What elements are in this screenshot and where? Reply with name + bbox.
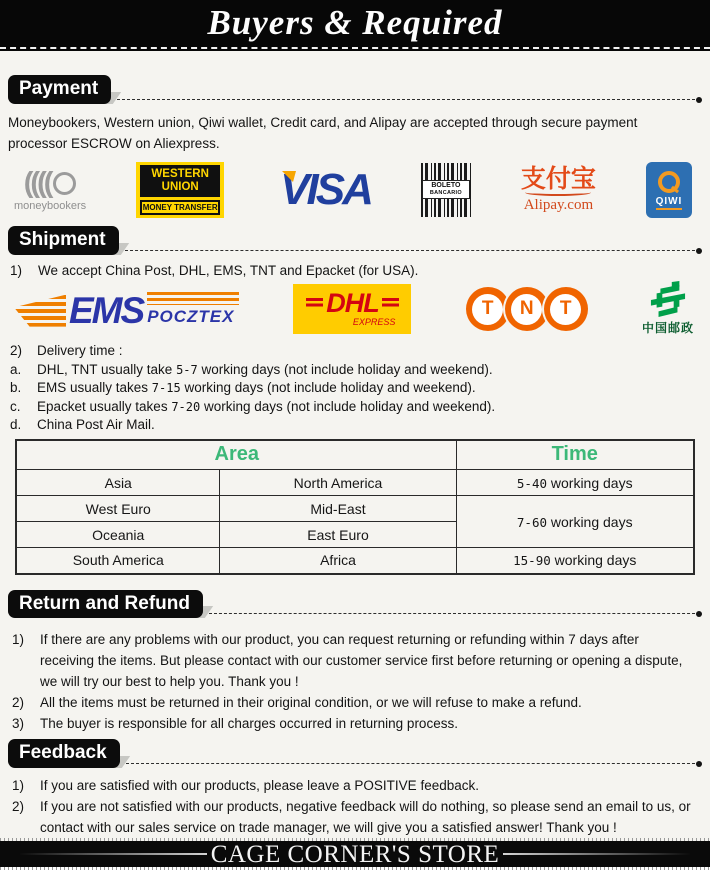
days-range: 7-60 [516, 514, 547, 530]
shipment-item-1 [10, 262, 696, 280]
shipment-label: Shipment [8, 226, 119, 255]
area-header-cell: Area [16, 440, 456, 470]
moneybookers-arcs-icon: (((( [23, 166, 51, 199]
top-banner [0, 0, 710, 51]
shipping-logos-row [14, 282, 694, 336]
china-post-emblem-icon [645, 282, 691, 318]
list-text: If you are not satisfied with our products, negative feedback will do nothing, so please send an email to us, or contact with our sales service on trade manager, we will give you a satisfied answer! Thank you ! [40, 799, 691, 836]
table-header-row [16, 440, 693, 470]
boleto-logo [421, 163, 471, 217]
delivery-item-d: d. China Post Air Mail. [10, 416, 696, 435]
return-list-item [12, 692, 696, 713]
ems-pocztex-logo [14, 290, 239, 332]
payment-label: Payment [8, 75, 111, 104]
feedback-label: Feedback [8, 739, 120, 768]
dashed-rule [209, 613, 700, 614]
alipay-logo [521, 166, 596, 214]
store-banner [0, 838, 710, 870]
dashed-rule [126, 763, 700, 764]
dashed-rule [125, 250, 700, 251]
western-union-word2: UNION [161, 181, 199, 194]
china-post-logo [642, 282, 694, 336]
shipping-time-table [15, 439, 694, 575]
table-cell: South America [16, 548, 219, 574]
shipment-section-header [8, 226, 702, 255]
qiwi-q-icon [658, 171, 680, 193]
days-range: 7-15 [151, 381, 181, 396]
alipay-swoosh-icon [525, 189, 591, 196]
store-name: CAGE CORNER'S STORE [210, 840, 500, 868]
pocztex-wordmark: POCZTEX [147, 306, 235, 326]
ems-wing-icon [14, 295, 66, 327]
ems-wordmark: EMS [69, 290, 144, 332]
table-cell: West Euro [16, 496, 219, 522]
list-text: If there are any problems with our product, you can request returning or refunding within 7 days after receiving the items. But please contact with our customer service first before returning or opening a dispute, we will try our best to help you. Thank you ! [40, 632, 683, 690]
dhl-stripes-icon [306, 298, 323, 309]
table-row [16, 470, 693, 496]
boleto-word2: BANCARIO [429, 190, 462, 197]
table-cell: Oceania [16, 522, 219, 548]
table-cell: East Euro [219, 522, 456, 548]
table-cell: 7-60 working days [457, 496, 694, 548]
feedback-list [12, 775, 696, 838]
moneybookers-ring-icon [53, 172, 76, 195]
table-row [16, 496, 693, 522]
alipay-domain-wordmark: Alipay.com [523, 197, 594, 214]
page-title: Buyers & Required [207, 2, 503, 42]
alipay-chinese-wordmark: 支付宝 [520, 164, 596, 193]
return-refund-list [12, 629, 696, 734]
payment-intro: Moneybookers, Western union, Qiwi wallet, Credit card, and Alipay are accepted through secure payment processor ESCROW on Aliexpress. [8, 114, 638, 151]
days-range: 5-7 [176, 362, 198, 377]
table-cell: Africa [219, 548, 456, 574]
tnt-logo [466, 287, 588, 331]
feedback-section-header [8, 739, 702, 768]
delivery-time-list [10, 342, 696, 435]
delivery-item-c: c. Epacket usually takes 7-20 working days (not include holiday and weekend). [10, 398, 696, 417]
feedback-list-item [12, 775, 696, 796]
return-list-item [12, 629, 696, 692]
delivery-title [10, 342, 696, 361]
moneybookers-logo [14, 166, 87, 212]
delivery-item-a: a. DHL, TNT usually take 5-7 working days (not include holiday and weekend). [10, 361, 696, 380]
dhl-wordmark: DHL [326, 288, 379, 319]
table-cell: 5-40 working days [457, 470, 694, 496]
list-marker: 2) [12, 799, 25, 815]
qiwi-logo [646, 162, 692, 218]
days-range: 5-40 [516, 475, 547, 491]
boleto-word1: BOLETO [431, 182, 461, 190]
return-refund-section-header [8, 590, 702, 619]
list-marker: c. [10, 398, 21, 414]
list-text: Delivery time : [37, 343, 123, 359]
payment-section-header [8, 75, 702, 104]
feedback-list-item [12, 796, 696, 838]
visa-logo: VISA [274, 168, 371, 212]
list-marker: 2) [10, 343, 23, 359]
moneybookers-wordmark: moneybookers [14, 199, 87, 212]
store-rule-right [503, 853, 691, 855]
list-text: All the items must be returned in their original condition, or we will refuse to make a refund. [40, 695, 582, 711]
dhl-logo [293, 284, 411, 334]
table-row [16, 548, 693, 574]
list-text: We accept China Post, DHL, EMS, TNT and Epacket (for USA). [38, 263, 419, 279]
western-union-logo [136, 162, 224, 218]
days-range: 15-90 [513, 553, 551, 569]
dhl-express-wordmark: EXPRESS [352, 316, 396, 327]
tnt-letter-n: N [511, 294, 542, 325]
dashed-rule [117, 99, 700, 100]
return-list-item [12, 713, 696, 734]
dhl-stripes-icon [382, 298, 399, 309]
western-union-tagline: MONEY TRANSFER [140, 200, 220, 215]
table-cell: Mid-East [219, 496, 456, 522]
delivery-item-b: b. EMS usually takes 7-15 working days (not include holiday and weekend). [10, 379, 696, 398]
time-header-cell: Time [457, 440, 694, 470]
list-text: The buyer is responsible for all charges occurred in returning process. [40, 716, 458, 732]
list-marker: d. [10, 417, 22, 433]
store-rule-left [19, 853, 207, 855]
table-cell: 15-90 working days [457, 548, 694, 574]
list-marker: b. [10, 380, 22, 396]
table-cell: North America [219, 470, 456, 496]
list-marker: a. [10, 361, 22, 377]
table-cell: Asia [16, 470, 219, 496]
qiwi-wordmark: QIWI [656, 196, 683, 210]
list-marker: 3) [12, 716, 25, 732]
days-range: 7-20 [171, 399, 201, 414]
tnt-letter-t1: T [472, 294, 503, 325]
list-marker: 1) [12, 778, 25, 794]
tnt-letter-t2: T [550, 294, 581, 325]
list-marker: 1) [12, 632, 25, 648]
list-text: If you are satisfied with our products, please leave a POSITIVE feedback. [40, 778, 479, 794]
payment-logos-row [14, 162, 692, 218]
western-union-word1: WESTERN [151, 167, 209, 180]
return-refund-label: Return and Refund [8, 590, 203, 619]
list-marker: 1) [10, 263, 23, 279]
china-post-wordmark: 中国邮政 [641, 321, 694, 336]
ems-stripes-icon [147, 292, 239, 305]
list-marker: 2) [12, 695, 25, 711]
